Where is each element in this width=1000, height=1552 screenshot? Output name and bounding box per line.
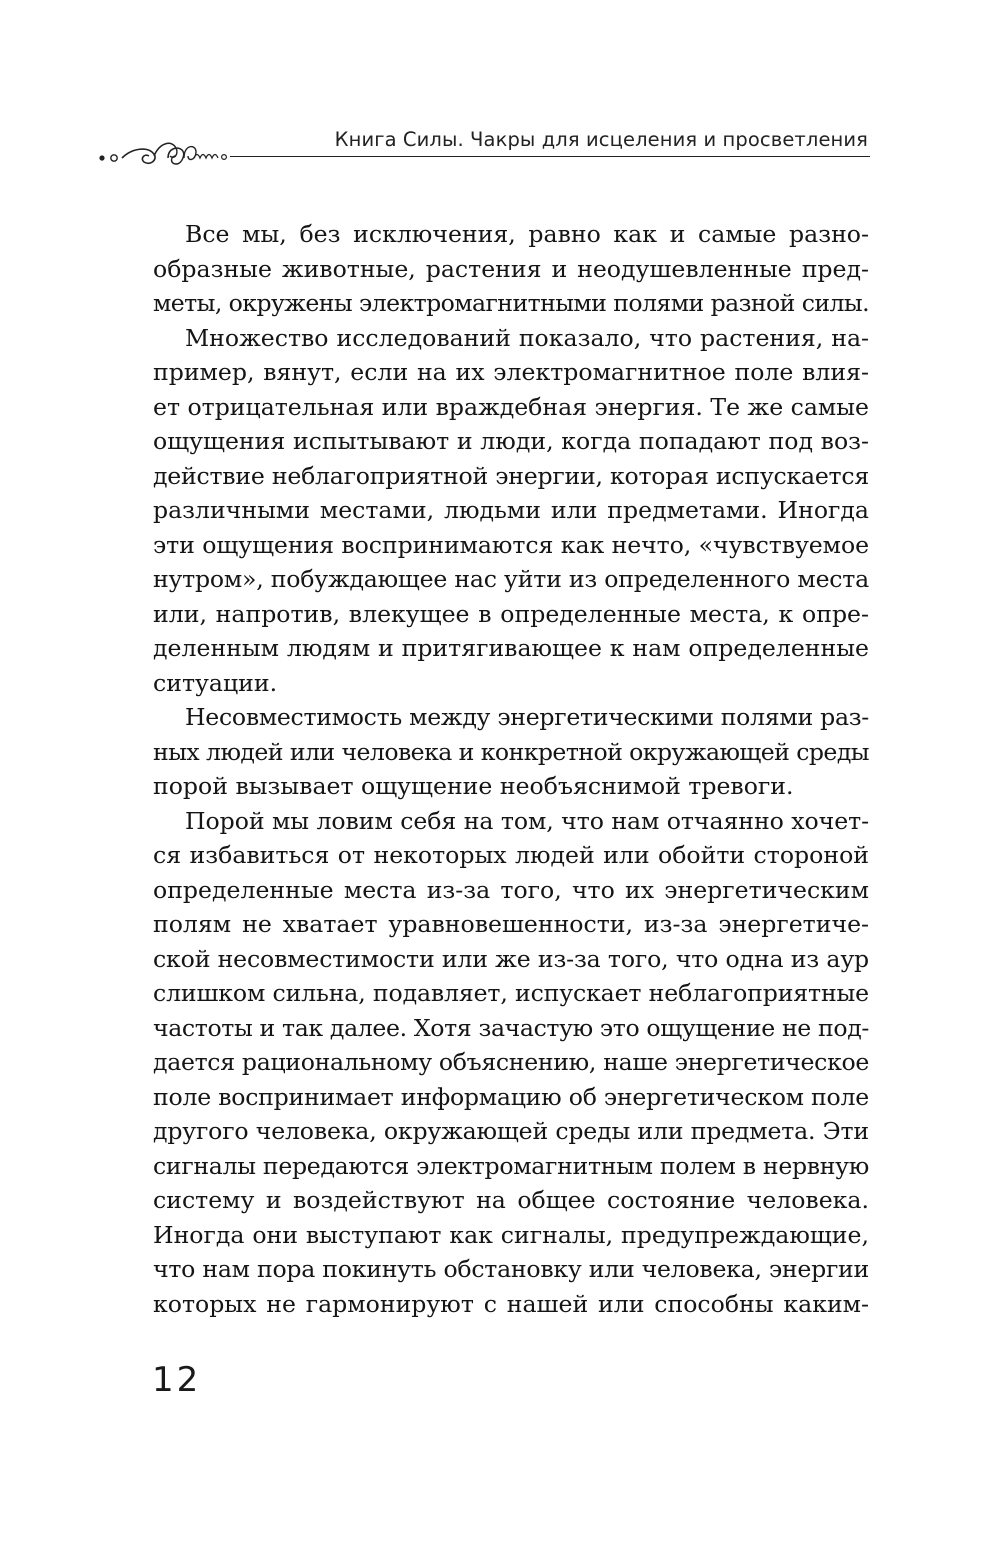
text-line: эти ощущения воспринимаются как нечто, «чувствуемое <box>153 530 870 559</box>
text-line: ситуации. <box>153 668 278 697</box>
text-line: различными местами, людьми или предметами. Иногда <box>153 496 869 524</box>
body-text <box>153 217 869 1321</box>
text-line: поле воспринимает информацию об энергетическом поле <box>153 1082 869 1111</box>
text-line: определенные места из-за того, что их энергетическим <box>153 875 869 904</box>
text-line: ет отрицательная или враждебная энергия. Те же самые <box>153 392 869 421</box>
running-head <box>98 126 870 176</box>
text-line: Порой мы ловим себя на том, что нам отчаянно хочет- <box>185 806 870 835</box>
text-line: слишком сильна, подавляет, испускает неблагоприятные <box>153 979 869 1007</box>
text-line: меты, окружены электромагнитными полями разной силы. <box>153 289 870 317</box>
text-line: или, напротив, влекущее в определенные места, к опре- <box>153 599 869 628</box>
book-title: Книга Силы. Чакры для исцеления и просветления <box>334 128 868 151</box>
text-line: систему и воздействуют на общее состояние человека. <box>153 1186 869 1214</box>
text-line: которых не гармонируют с нашей или способны каким- <box>153 1289 869 1318</box>
decorative-flourish-icon <box>98 134 232 170</box>
text-line: образные животные, растения и неодушевленные пред- <box>153 254 869 283</box>
text-line: Несовместимость между энергетическими полями раз- <box>185 703 869 731</box>
text-line: частоты и так далее. Хотя зачастую это ощущение не под- <box>153 1013 869 1042</box>
text-line: Множество исследований показало, что растения, на- <box>185 323 869 352</box>
text-line: нутром», побуждающее нас уйти из определенного места <box>153 565 869 593</box>
text-line: порой вызывает ощущение необъяснимой тревоги. <box>153 772 794 800</box>
text-line: Все мы, без исключения, равно как и самые разно- <box>185 220 869 248</box>
text-line: ской несовместимости или же из-за того, что одна из аур <box>153 944 870 973</box>
page-number: 12 <box>152 1360 202 1400</box>
text-line: дается рациональному объяснению, наше энергетическое <box>153 1048 869 1076</box>
header-rule <box>230 156 870 157</box>
text-line: действие неблагоприятной энергии, которая испускается <box>153 461 869 490</box>
text-line: пример, вянут, если на их электромагнитное поле влия- <box>153 358 869 386</box>
text-line: ся избавиться от некоторых людей или обойти стороной <box>153 841 869 869</box>
text-line: сигналы передаются электромагнитным полем в нервную <box>153 1151 869 1180</box>
text-line: ощущения испытывают и люди, когда попадают под воз- <box>153 427 869 455</box>
text-line: ных людей или человека и конкретной окружающей среды <box>153 737 869 766</box>
text-line: что нам пора покинуть обстановку или человека, энергии <box>153 1255 869 1283</box>
text-line: полям не хватает уравновешенности, из-за энергетиче- <box>153 910 869 938</box>
text-line: Иногда они выступают как сигналы, предупреждающие, <box>153 1220 869 1249</box>
text-line: другого человека, окружающей среды или предмета. Эти <box>153 1117 869 1145</box>
text-line: деленным людям и притягивающее к нам определенные <box>153 634 869 662</box>
